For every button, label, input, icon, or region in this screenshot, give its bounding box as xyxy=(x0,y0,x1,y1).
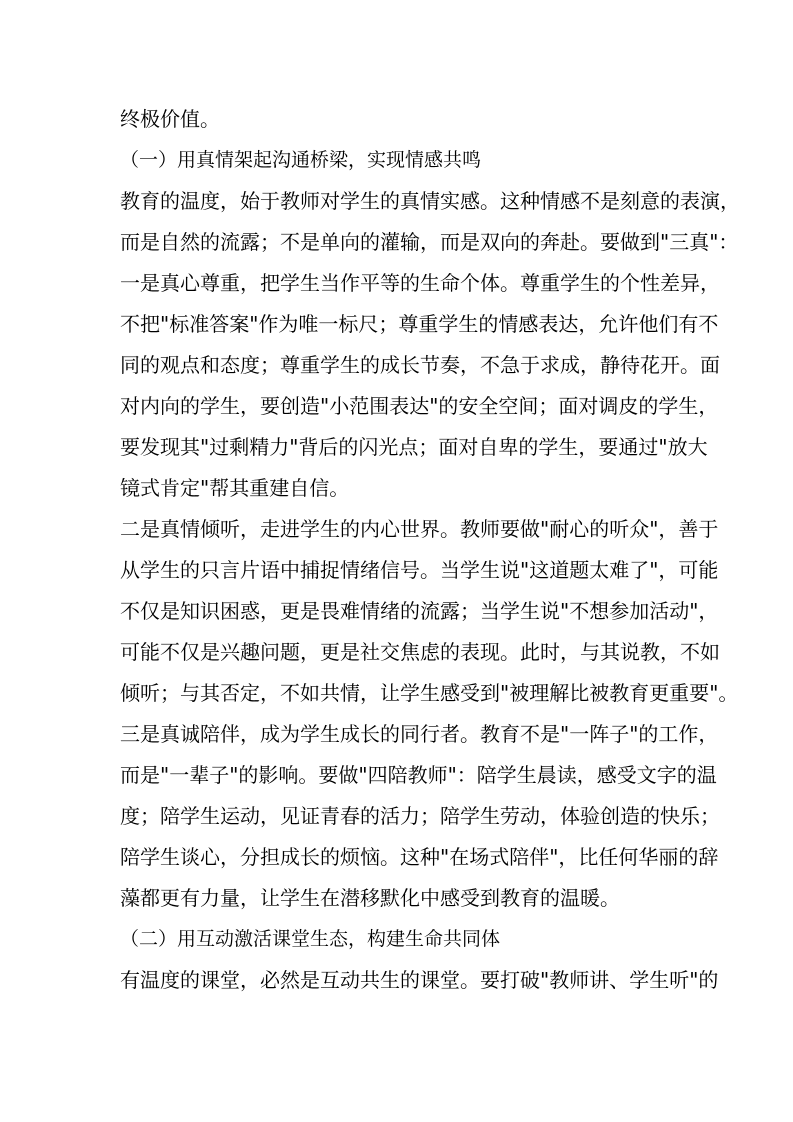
paragraph-line: 三是真诚陪伴，成为学生成长的同行者。教育不是"一阵子"的工作， xyxy=(120,722,719,746)
paragraph-line: 倾听；与其否定，不如共情，让学生感受到"被理解比被教育更重要"。 xyxy=(120,681,739,705)
paragraph-line: 可能不仅是兴趣问题，更是社交焦虑的表现。此时，与其说教，不如 xyxy=(120,640,720,664)
section-heading: （一）用真情架起沟通桥梁，实现情感共鸣 xyxy=(120,149,482,171)
paragraph-line: 藻都更有力量，让学生在潜移默化中感受到教育的温暖。 xyxy=(120,886,620,910)
paragraph-line: 而是"一辈子"的影响。要做"四陪教师"：陪学生晨读，感受文字的温 xyxy=(120,763,717,787)
paragraph-line: 二是真情倾听，走进学生的内心世界。教师要做"耐心的听众"，善于 xyxy=(120,517,719,541)
paragraph-line: 不仅是知识困惑，更是畏难情绪的流露；当学生说"不想参加活动"， xyxy=(120,599,719,623)
paragraph-line: 终极价值。 xyxy=(120,107,220,131)
paragraph-line: 对内向的学生，要创造"小范围表达"的安全空间；面对调皮的学生， xyxy=(120,394,719,418)
paragraph-line: 教育的温度，始于教师对学生的真情实感。这种情感不是刻意的表演， xyxy=(120,189,740,213)
paragraph-line: 一是真心尊重，把学生当作平等的生命个体。尊重学生的个性差异， xyxy=(120,271,720,295)
paragraph-line: 同的观点和态度；尊重学生的成长节奏，不急于求成，静待花开。面 xyxy=(120,353,720,377)
paragraph-line: 镜式肯定"帮其重建自信。 xyxy=(120,476,350,500)
paragraph-line: 度；陪学生运动，见证青春的活力；陪学生劳动，体验创造的快乐； xyxy=(120,804,720,828)
paragraph-line: 不把"标准答案"作为唯一标尺；尊重学生的情感表达，允许他们有不 xyxy=(120,312,719,336)
paragraph-line: 要发现其"过剩精力"背后的闪光点；面对自卑的学生，要通过"放大 xyxy=(120,435,708,459)
paragraph-line: 有温度的课堂，必然是互动共生的课堂。要打破"教师讲、学生听"的 xyxy=(120,968,719,992)
paragraph-line: 从学生的只言片语中捕捉情绪信号。当学生说"这道题太难了"，可能 xyxy=(120,558,719,582)
paragraph-line: 而是自然的流露；不是单向的灌输，而是双向的奔赴。要做到"三真"： xyxy=(120,230,739,254)
paragraph-line: 陪学生谈心，分担成长的烦恼。这种"在场式陪伴"，比任何华丽的辞 xyxy=(120,845,719,869)
section-heading: （二）用互动激活课堂生态，构建生命共同体 xyxy=(120,928,501,950)
